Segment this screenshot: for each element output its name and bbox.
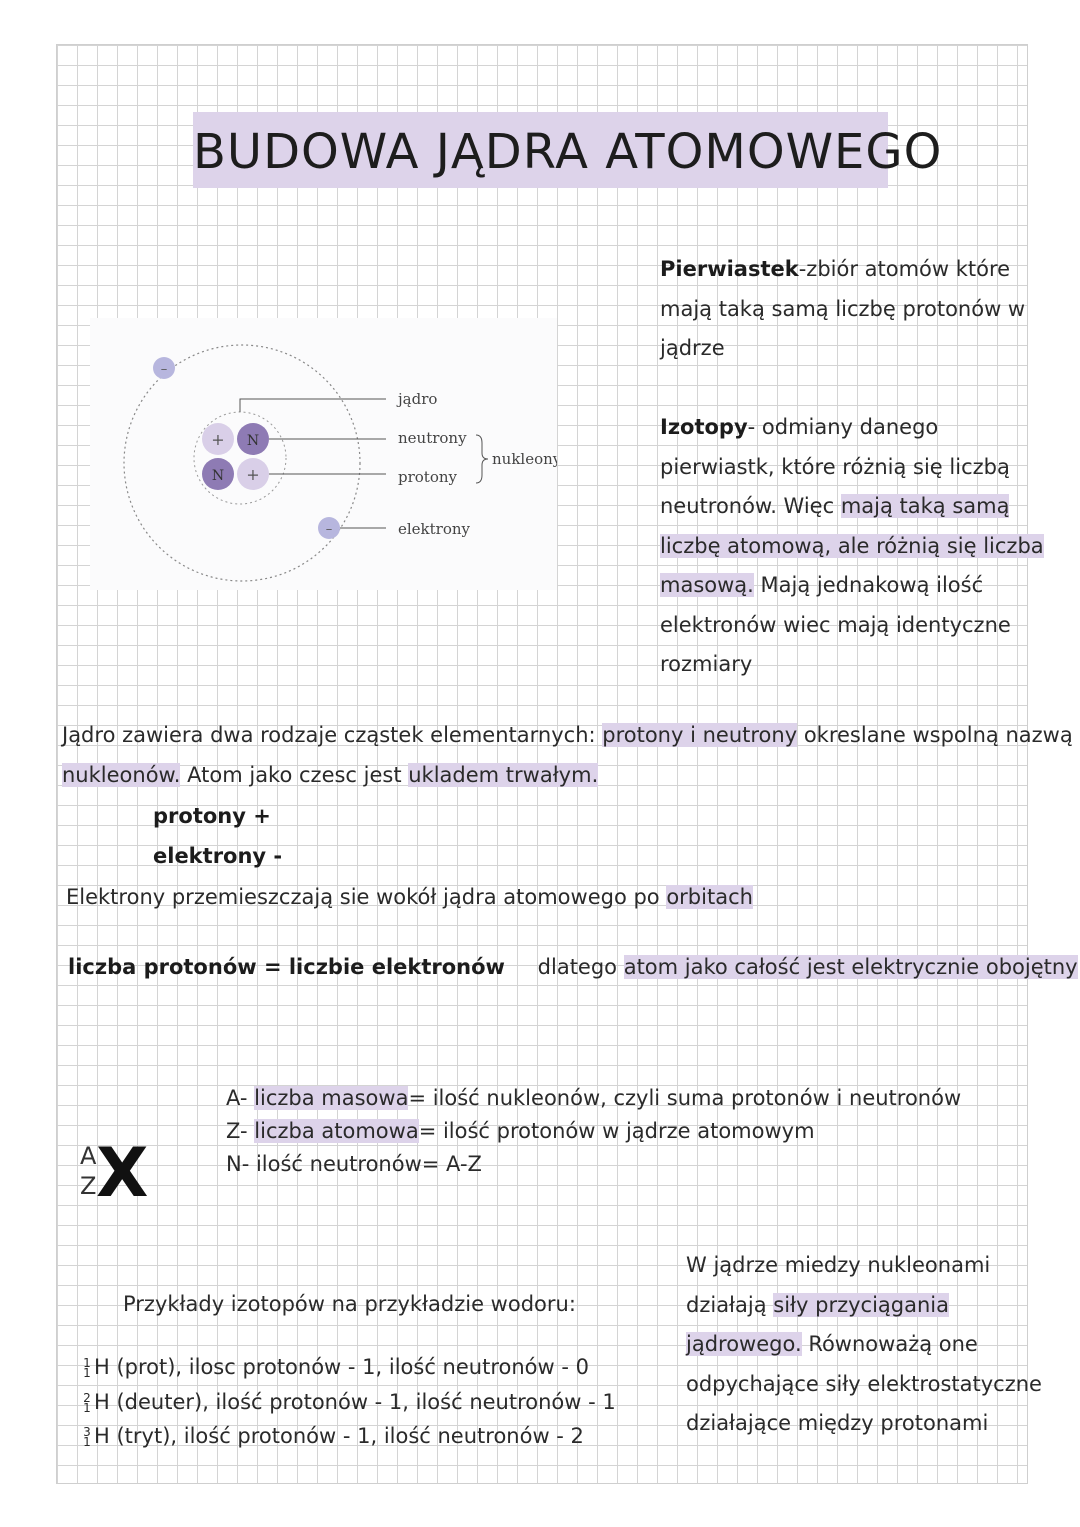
isotope-example-text: H (prot), ilosc protonów - 1, ilość neutronów - 0 <box>94 1355 589 1379</box>
nucleus-text: Atom jako czesc jest <box>180 762 409 787</box>
highlight: atom jako całość jest elektrycznie obojętny <box>623 955 1078 979</box>
highlight: mają taką samą <box>840 494 1010 518</box>
notation-legend <box>226 1082 961 1181</box>
isotope-example-text: H (deuter), ilość protonów - 1, ilość neutronów - 1 <box>94 1389 616 1414</box>
electron-symbol: – <box>160 362 168 377</box>
isotope-examples <box>82 1350 616 1454</box>
atomic-number-symbol: Z <box>80 1172 97 1200</box>
isotope-text: - odmiany danego <box>747 415 939 439</box>
nucleus-text: Jądro zawiera dwa rodzaje cząstek elementarnych: <box>62 723 603 747</box>
protons-charge: protony + <box>153 804 271 828</box>
highlight: jądrowego. <box>686 1332 802 1356</box>
highlight: liczba masowa <box>254 1086 409 1110</box>
element-definition <box>660 250 1026 369</box>
legend-text: Z- <box>226 1119 255 1143</box>
isotope-text: Mają jednakową ilość <box>753 573 984 597</box>
nucleus-text: okreslane wspolną nazwą <box>797 723 1073 747</box>
isotope-text: pierwiastk, które różnią się liczbą <box>660 454 1010 479</box>
electrons-charge: elektrony - <box>153 843 283 868</box>
orbit-sentence <box>66 878 753 918</box>
isotope-atomic-number: 1 <box>83 1435 91 1449</box>
balance-text: dlatego <box>537 955 624 979</box>
highlight: masową. <box>660 573 754 597</box>
examples-heading: Przykłady izotopów na przykładzie wodoru: <box>123 1292 576 1316</box>
forces-text: działają <box>686 1292 774 1317</box>
isotope-text: elektronów wiec mają identyczne <box>660 612 1011 637</box>
isotope-example <box>82 1419 616 1454</box>
element-text: -zbiór atomów które <box>798 257 1011 281</box>
isotope-text: neutronów. Więc <box>660 494 841 518</box>
atom-diagram <box>90 318 557 590</box>
neutron-symbol: N <box>211 468 225 484</box>
isotope-mass-number: 3 <box>83 1425 91 1439</box>
label-nucleus: jądro <box>398 390 438 408</box>
highlight: nukleonów. <box>62 762 181 787</box>
isotope-definition <box>660 408 1044 685</box>
element-text: jądrze <box>660 336 725 360</box>
mass-number-symbol: A <box>80 1142 97 1170</box>
charge-balance <box>68 948 1078 988</box>
isotope-mass-number: 2 <box>83 1390 91 1405</box>
isotope-mass-number: 1 <box>83 1356 91 1370</box>
electron-symbol: – <box>325 522 333 537</box>
element-term: Pierwiastek <box>660 257 799 281</box>
highlight: liczbę atomową, ale różnią się liczba <box>660 533 1044 558</box>
proton-symbol: + <box>211 430 225 449</box>
forces-text: działające między protonami <box>686 1411 989 1435</box>
highlight: siły przyciągania <box>773 1292 950 1317</box>
nucleus-boundary <box>194 412 286 504</box>
isotope-atomic-number: 1 <box>83 1366 91 1380</box>
forces-text: W jądrze miedzy nukleonami <box>686 1253 991 1277</box>
charge-list <box>153 797 282 876</box>
element-text: mają taką samą liczbę protonów w <box>660 296 1026 321</box>
label-electrons: elektrony <box>398 520 471 538</box>
isotope-atomic-number: 1 <box>83 1400 91 1415</box>
forces-text: odpychające siły elektrostatyczne <box>686 1371 1042 1396</box>
legend-text: A- <box>226 1086 255 1110</box>
label-nucleons: nukleony <box>492 450 557 468</box>
nuclear-forces-note <box>686 1246 1042 1444</box>
legend-text: = ilość protonów w jądrze atomowym <box>418 1119 815 1143</box>
atom-diagram-svg <box>90 318 557 590</box>
nucleons-brace <box>476 435 488 483</box>
balance-rule: liczba protonów = liczbie elektronów <box>68 955 505 979</box>
isotope-text: rozmiary <box>660 652 753 676</box>
isotope-example <box>82 1385 616 1420</box>
label-protons: protony <box>398 468 457 486</box>
label-neutrons: neutrony <box>398 429 467 447</box>
nuclide-notation <box>78 1134 168 1222</box>
neutron-symbol: N <box>246 433 260 449</box>
legend-text: = ilość nukleonów, czyli suma protonów i neutronów <box>408 1086 962 1110</box>
highlight: protony i neutrony <box>602 723 798 747</box>
forces-text: Równoważą one <box>801 1332 978 1356</box>
isotope-example <box>82 1350 616 1385</box>
isotope-term: Izotopy <box>660 415 748 439</box>
proton-symbol: + <box>246 465 260 484</box>
highlight: orbitach <box>666 885 753 909</box>
element-symbol: X <box>96 1134 149 1213</box>
nucleus-pointer <box>240 399 386 412</box>
highlight: liczba atomowa <box>254 1119 419 1143</box>
page-title: BUDOWA JĄDRA ATOMOWEGO <box>193 112 888 188</box>
orbit-text: Elektrony przemieszczają sie wokół jądra atomowego po <box>66 885 667 909</box>
highlight: ukladem trwałym. <box>408 762 599 787</box>
nucleus-description <box>62 716 1073 795</box>
legend-text: N- ilość neutronów= A-Z <box>226 1152 482 1176</box>
isotope-example-text: H (tryt), ilość protonów - 1, ilość neutronów - 2 <box>94 1424 584 1448</box>
